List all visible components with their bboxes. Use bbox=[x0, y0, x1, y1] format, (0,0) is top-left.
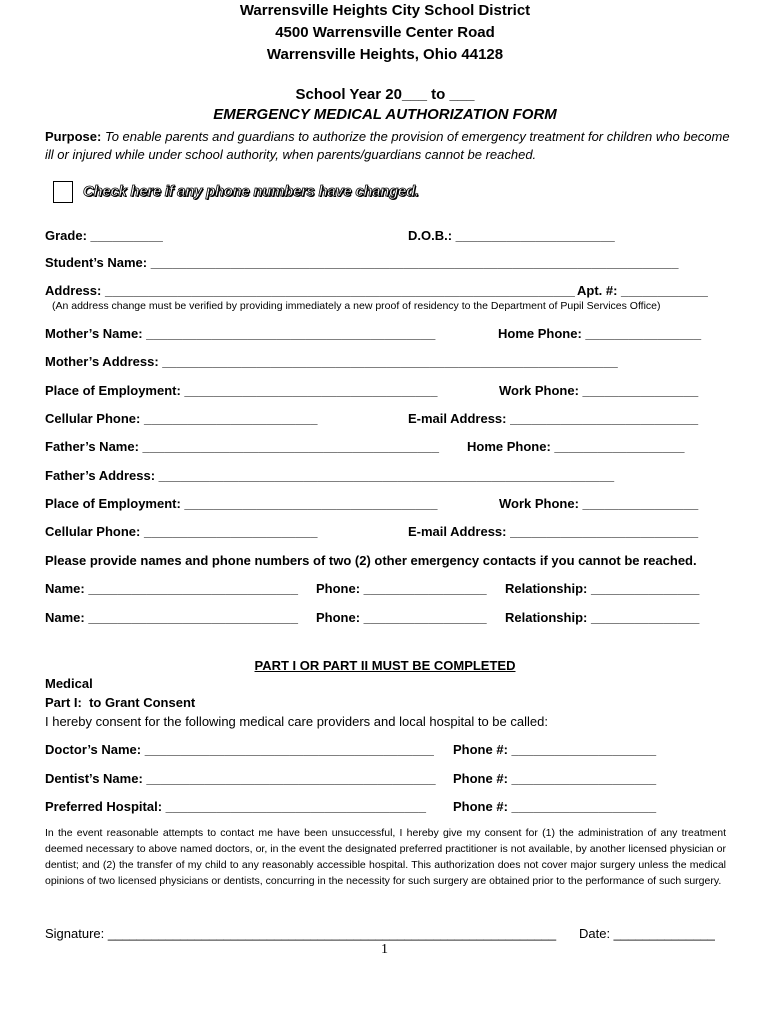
mother-home-phone-field[interactable]: Home Phone: ________________ bbox=[498, 326, 702, 341]
hospital-field[interactable]: Preferred Hospital: ____________________________________ bbox=[45, 799, 426, 814]
contact1-phone-field[interactable]: Phone: _________________ bbox=[316, 581, 487, 596]
father-address-field[interactable]: Father’s Address: _______________________________________________________________ bbox=[45, 468, 615, 483]
form-title: EMERGENCY MEDICAL AUTHORIZATION FORM bbox=[213, 106, 557, 123]
consent-paragraph: In the event reasonable attempts to contact me have been unsuccessful, I hereby give my consent for (1) the administration of any treatment deemed necessary to above named doctors, or, in the event the designated preferred practitioner is not available, by another licensed physician or dentist; and (2) the transfer of my child to any reasonably accessible hospital. This authorization does not cover major surgery unless the medical opinions of two licensed physicians or dentists, concurring in the necessity for such surgery are obtained prior to the performance of such surgery. bbox=[45, 827, 726, 887]
father-cell-field[interactable]: Cellular Phone: ________________________ bbox=[45, 524, 318, 539]
dob-field[interactable]: D.O.B.: ______________________ bbox=[408, 228, 615, 243]
apt-field[interactable]: Apt. #: ____________ bbox=[577, 283, 708, 298]
mother-work-phone-field[interactable]: Work Phone: ________________ bbox=[499, 383, 699, 398]
mother-address-field[interactable]: Mother’s Address: _______________________________________________________________ bbox=[45, 354, 618, 369]
contact2-relationship-field[interactable]: Relationship: _______________ bbox=[505, 610, 700, 625]
medical-heading: Medical bbox=[45, 676, 93, 691]
date-field[interactable]: Date: ______________ bbox=[579, 926, 715, 941]
mother-name-field[interactable]: Mother’s Name: ________________________________________ bbox=[45, 326, 436, 341]
contact2-phone-field[interactable]: Phone: _________________ bbox=[316, 610, 487, 625]
page-number: 1 bbox=[381, 942, 388, 957]
purpose-text: To enable parents and guardians to authorize the provision of emergency treatment for children who become ill or injured while under school authority, when parents/guardians cannot be reached. bbox=[45, 129, 730, 162]
purpose-label: Purpose: bbox=[45, 129, 102, 144]
hospital-phone-field[interactable]: Phone #: ____________________ bbox=[453, 799, 657, 814]
dentist-phone-field[interactable]: Phone #: ____________________ bbox=[453, 771, 657, 786]
phone-changed-checkbox[interactable] bbox=[53, 181, 73, 203]
contact2-name-field[interactable]: Name: _____________________________ bbox=[45, 610, 299, 625]
part-requirement-heading: PART I OR PART II MUST BE COMPLETED bbox=[254, 658, 516, 673]
mother-cell-field[interactable]: Cellular Phone: ________________________ bbox=[45, 411, 318, 426]
address-change-note: (An address change must be verified by providing immediately a new proof of residency to the Department of Pupil Services Office) bbox=[52, 300, 661, 312]
father-name-field[interactable]: Father’s Name: _________________________________________ bbox=[45, 439, 439, 454]
phone-changed-label: Check here if any phone numbers have changed. bbox=[83, 183, 419, 200]
district-city: Warrensville Heights, Ohio 44128 bbox=[266, 46, 504, 63]
school-year: School Year 20___ to ___ bbox=[295, 86, 475, 103]
father-work-phone-field[interactable]: Work Phone: ________________ bbox=[499, 496, 699, 511]
contact1-relationship-field[interactable]: Relationship: _______________ bbox=[505, 581, 700, 596]
address-field[interactable]: Address: _________________________________________________________________ bbox=[45, 283, 575, 298]
father-employment-field[interactable]: Place of Employment: ___________________________________ bbox=[45, 496, 438, 511]
father-email-field[interactable]: E-mail Address: __________________________ bbox=[408, 524, 699, 539]
district-name: Warrensville Heights City School District bbox=[239, 2, 531, 19]
mother-employment-field[interactable]: Place of Employment: ___________________________________ bbox=[45, 383, 438, 398]
contact1-name-field[interactable]: Name: _____________________________ bbox=[45, 581, 299, 596]
student-name-field[interactable]: Student’s Name: _________________________________________________________________________ bbox=[45, 255, 679, 270]
consent-line: I hereby consent for the following medical care providers and local hospital to be called: bbox=[45, 714, 548, 729]
mother-email-field[interactable]: E-mail Address: __________________________ bbox=[408, 411, 699, 426]
signature-field[interactable]: Signature: ______________________________________________________________ bbox=[45, 926, 557, 941]
father-home-phone-field[interactable]: Home Phone: __________________ bbox=[467, 439, 685, 454]
contacts-instruction: Please provide names and phone numbers of two (2) other emergency contacts if you cannot be reached. bbox=[45, 553, 697, 568]
dentist-name-field[interactable]: Dentist’s Name: ________________________________________ bbox=[45, 771, 436, 786]
part1-title: Part I: to Grant Consent bbox=[45, 695, 196, 710]
purpose-statement bbox=[45, 128, 735, 164]
grade-field[interactable]: Grade: __________ bbox=[45, 228, 163, 243]
district-street: 4500 Warrensville Center Road bbox=[275, 24, 495, 41]
doctor-phone-field[interactable]: Phone #: ____________________ bbox=[453, 742, 657, 757]
doctor-name-field[interactable]: Doctor’s Name: ________________________________________ bbox=[45, 742, 434, 757]
